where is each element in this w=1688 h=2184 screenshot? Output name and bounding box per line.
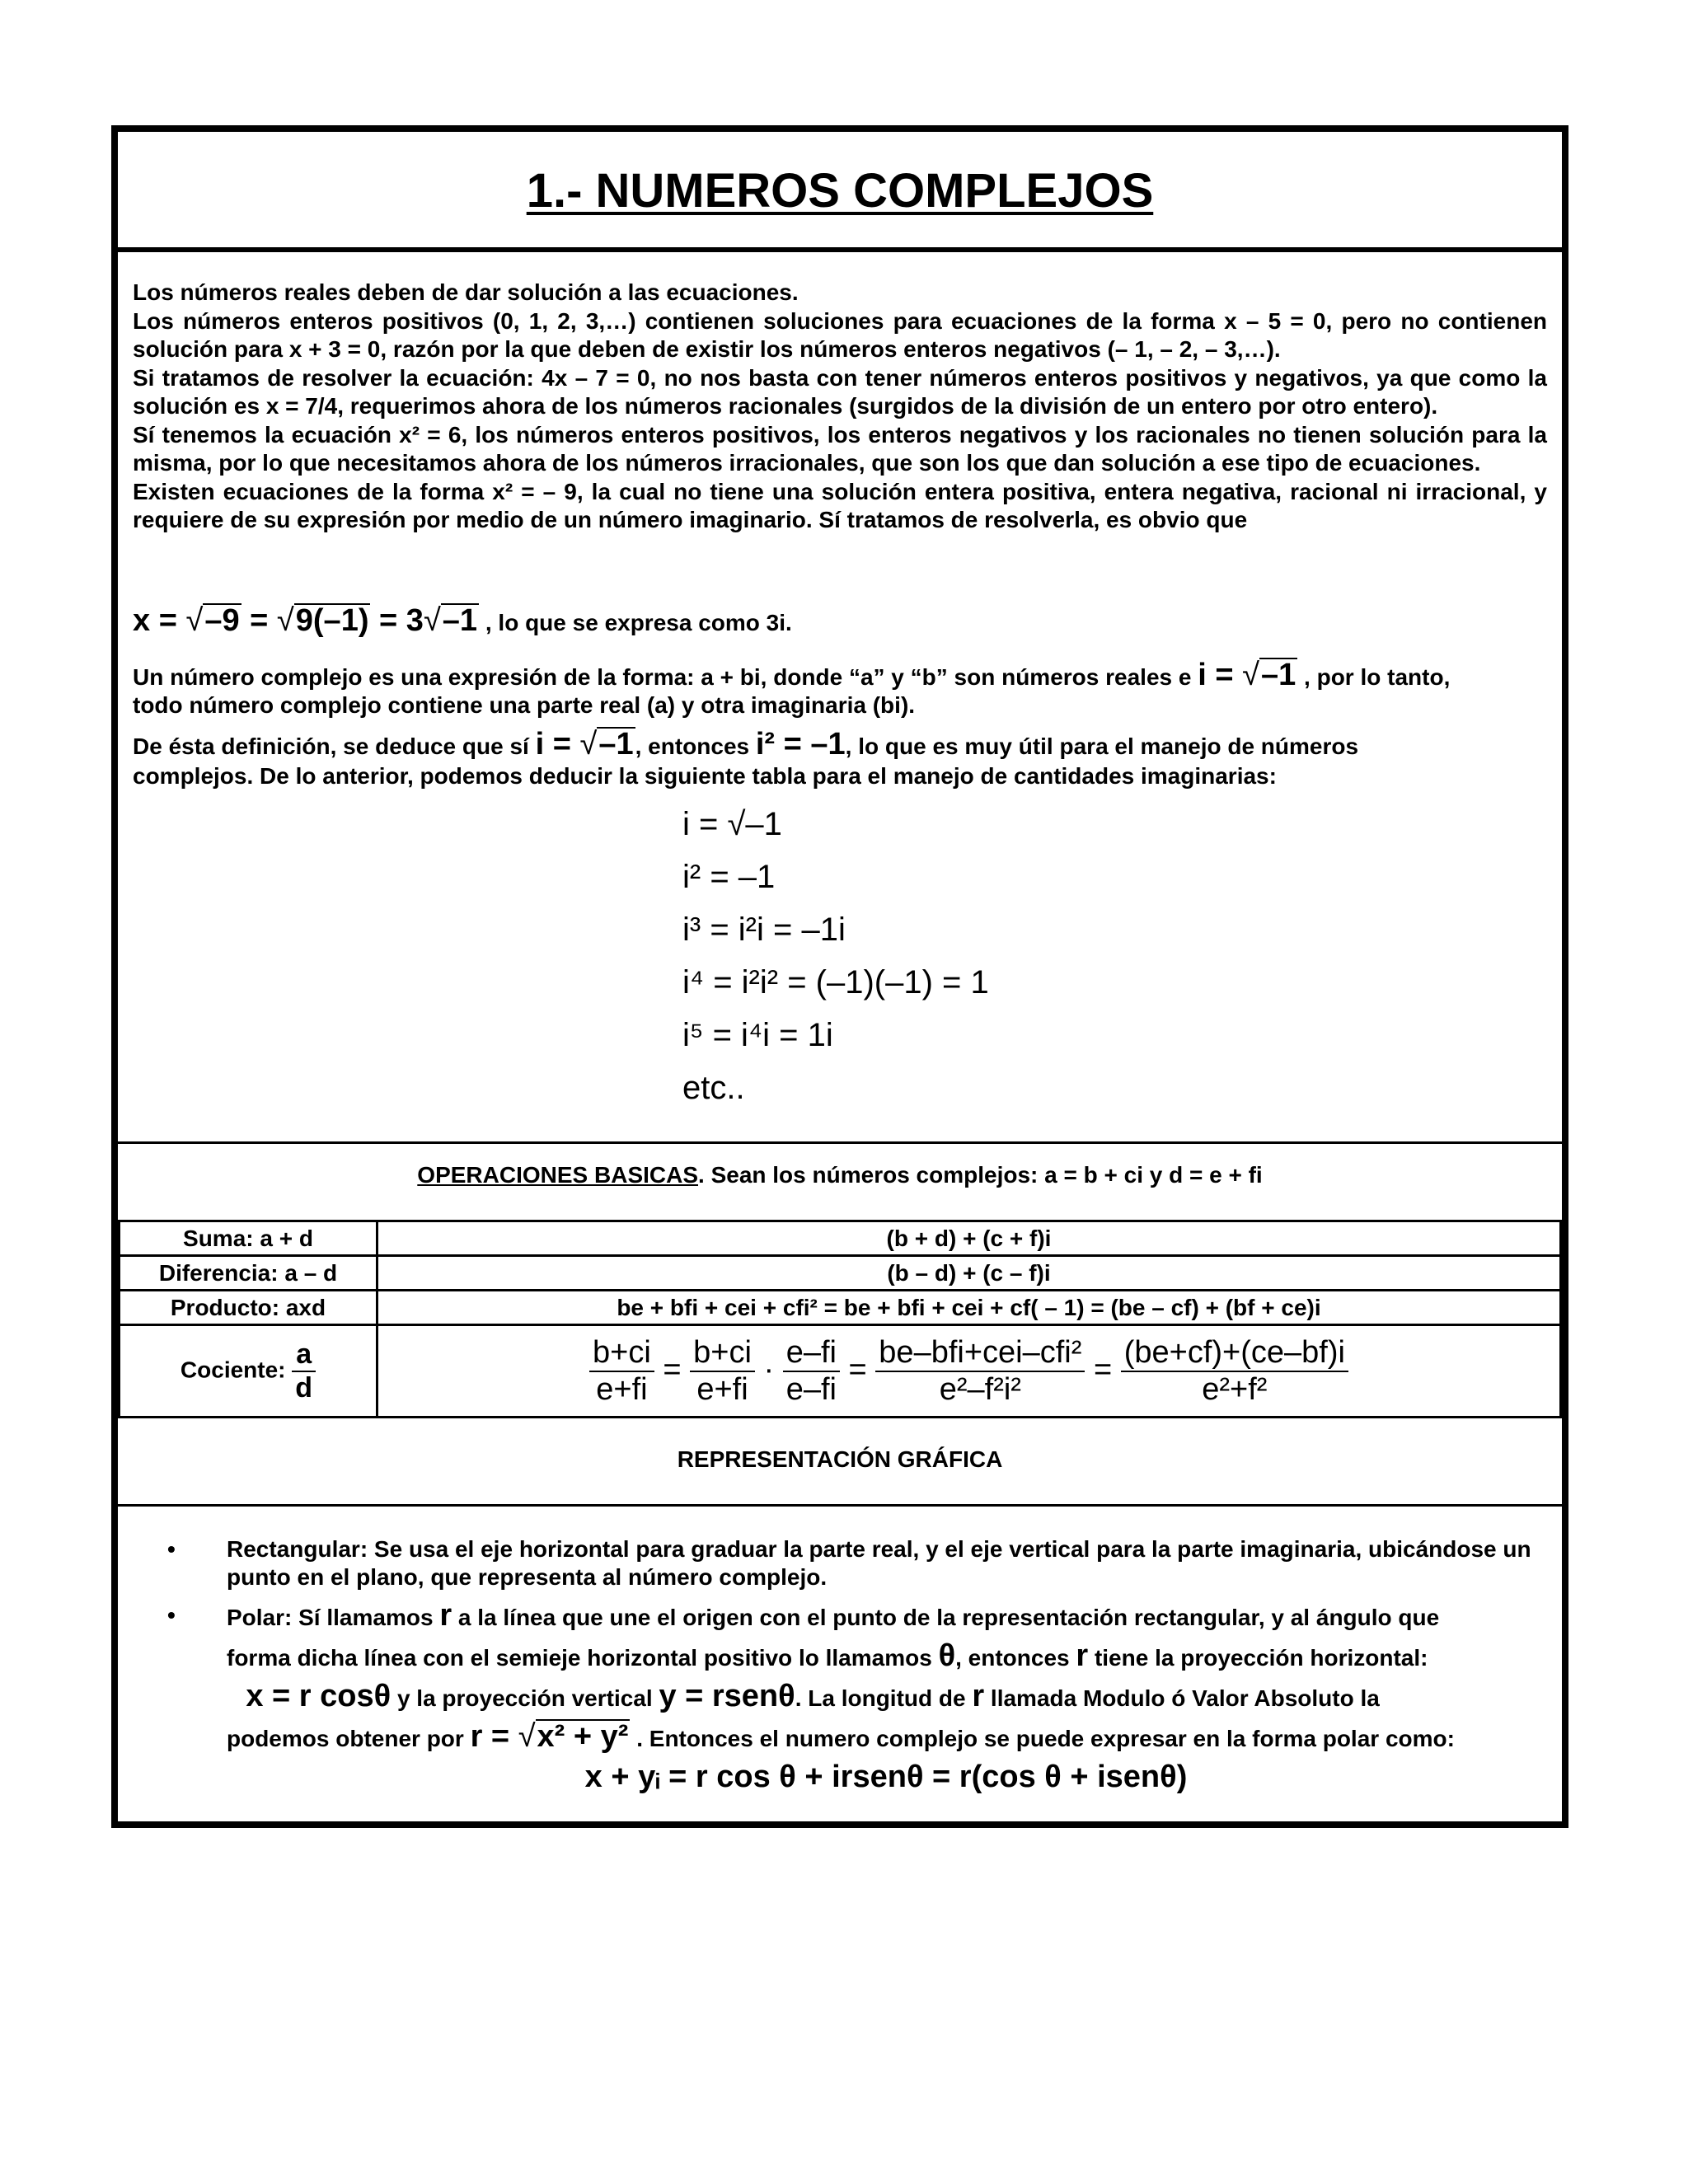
intro-text: Los números reales deben de dar solución a las ecuaciones. Los números enteros positivos (0, 1, 2, 3,…) contienen soluciones para ecuaciones de la forma x – 5 = 0, pero no contienen solución para x + 3 = 0, razón por la que deben de existir los números enteros negativos (– 1, – 2, – 3,…). Si tratamos de resolver la ecuación: 4x – 7 = 0, no nos basta con tener números enteros positivos y negativos, ya que como la solución es x = 7/4, requerimos ahora de los números racionales (surgidos de la división de un entero por otro entero). Sí tenemos la ecuación x² = 6, los números enteros positivos, los enteros negativos y los racionales no tienen solución para la misma, por lo que necesitamos ahora de los números irracionales, que son los que dan solución a ese tipo de ecuaciones. Existen ecuaciones de la forma x² = – 9, la cual no tiene una solución entera positiva, entera negativa, racional ni irracional, y requiere de su expresión por medio de un número imaginario. Sí tratamos de resolverla, es obvio que xyxy=(133,279,1547,532)
document-frame xyxy=(111,125,1568,1828)
table-row: Suma: a + d (b + d) + (c + f)i xyxy=(120,1221,1561,1256)
list-item: • Polar: Sí llamamos r a la línea que une el origen con el punto de la representación rectangular, y al ángulo que forma dicha línea con el semieje horizontal positivo lo llamamos θ, entonces r tiene la proyección horizontal: x = r cosθ y la proyección vertical y = rsenθ. La longitud de r llamada Modulo ó Valor Absoluto la podemos obtener por r = √x² + y² . Entonces el numero complejo se puede expresar en la forma polar como: x + yᵢ = r cos θ + irsenθ = r(cos θ + isenθ) xyxy=(167,1596,1545,1796)
deduction-text: De ésta definición, se deduce que sí i = √–1, entonces i² = –1, lo que es muy útil para el manejo de números complejos. De lo anterior, podemos deducir la siguiente tabla para el manejo de cantidades imaginarias: xyxy=(133,727,1359,789)
table-row: Producto: axd be + bfi + cei + cfi² = be + bfi + cei + cf( – 1) = (be – cf) + (bf + ce)i xyxy=(120,1291,1561,1325)
bullet-list xyxy=(167,1535,1545,1796)
power-row: i³ = i²i = –1i xyxy=(682,912,846,948)
powers-of-i xyxy=(682,806,989,1122)
table-row: Diferencia: a – d (b – d) + (c – f)i xyxy=(120,1256,1561,1291)
divider xyxy=(118,1504,1562,1507)
operations-table xyxy=(118,1220,1562,1418)
list-item: • Rectangular: Se usa el eje horizontal para graduar la parte real, y el eje vertical para la parte imaginaria, ubicándose un punto en el plano, que representa al número complejo. xyxy=(167,1536,1531,1590)
power-row: etc.. xyxy=(682,1070,745,1106)
power-row: i = √–1 xyxy=(682,806,782,842)
definition-text: Un número complejo es una expresión de la forma: a + bi, donde “a” y “b” son números reales e i = √–1 , por lo tanto, todo número complejo contiene una parte real (a) y otra imaginaria (bi). xyxy=(133,658,1451,718)
sqrt-example: x = √–9 = √9(–1) = 3√–1 , lo que se expresa como 3i. xyxy=(133,603,792,638)
power-row: i⁴ = i²i² = (–1)(–1) = 1 xyxy=(682,964,989,1001)
polar-formula: x + yᵢ = r cos θ + irsenθ = r(cos θ + isenθ) xyxy=(584,1760,1188,1794)
ops-heading: OPERACIONES BASICAS. Sean los números complejos: a = b + ci y d = e + fi xyxy=(417,1162,1263,1188)
grafica-heading: REPRESENTACIÓN GRÁFICA xyxy=(677,1446,1003,1472)
divider xyxy=(118,1141,1562,1144)
power-row: i² = –1 xyxy=(682,859,776,895)
page-title: 1.- NUMEROS COMPLEJOS xyxy=(526,164,1154,218)
divider xyxy=(118,247,1562,252)
table-row: Cociente: $\frac{a}{d}$ $\frac{b+ci}{e+fi}$ = $\frac{b+ci}{e+fi}$ · $\frac{e-fi}{e-fi}$ = $\frac{\text{be–bfi+cei–cfi²}}{\text{e²–f²i²}}$ = $\frac{(be+cf)+(ce-bf)i}{\text{e²+f²}}$ xyxy=(120,1325,1561,1418)
power-row: i⁵ = i⁴i = 1i xyxy=(682,1017,833,1053)
